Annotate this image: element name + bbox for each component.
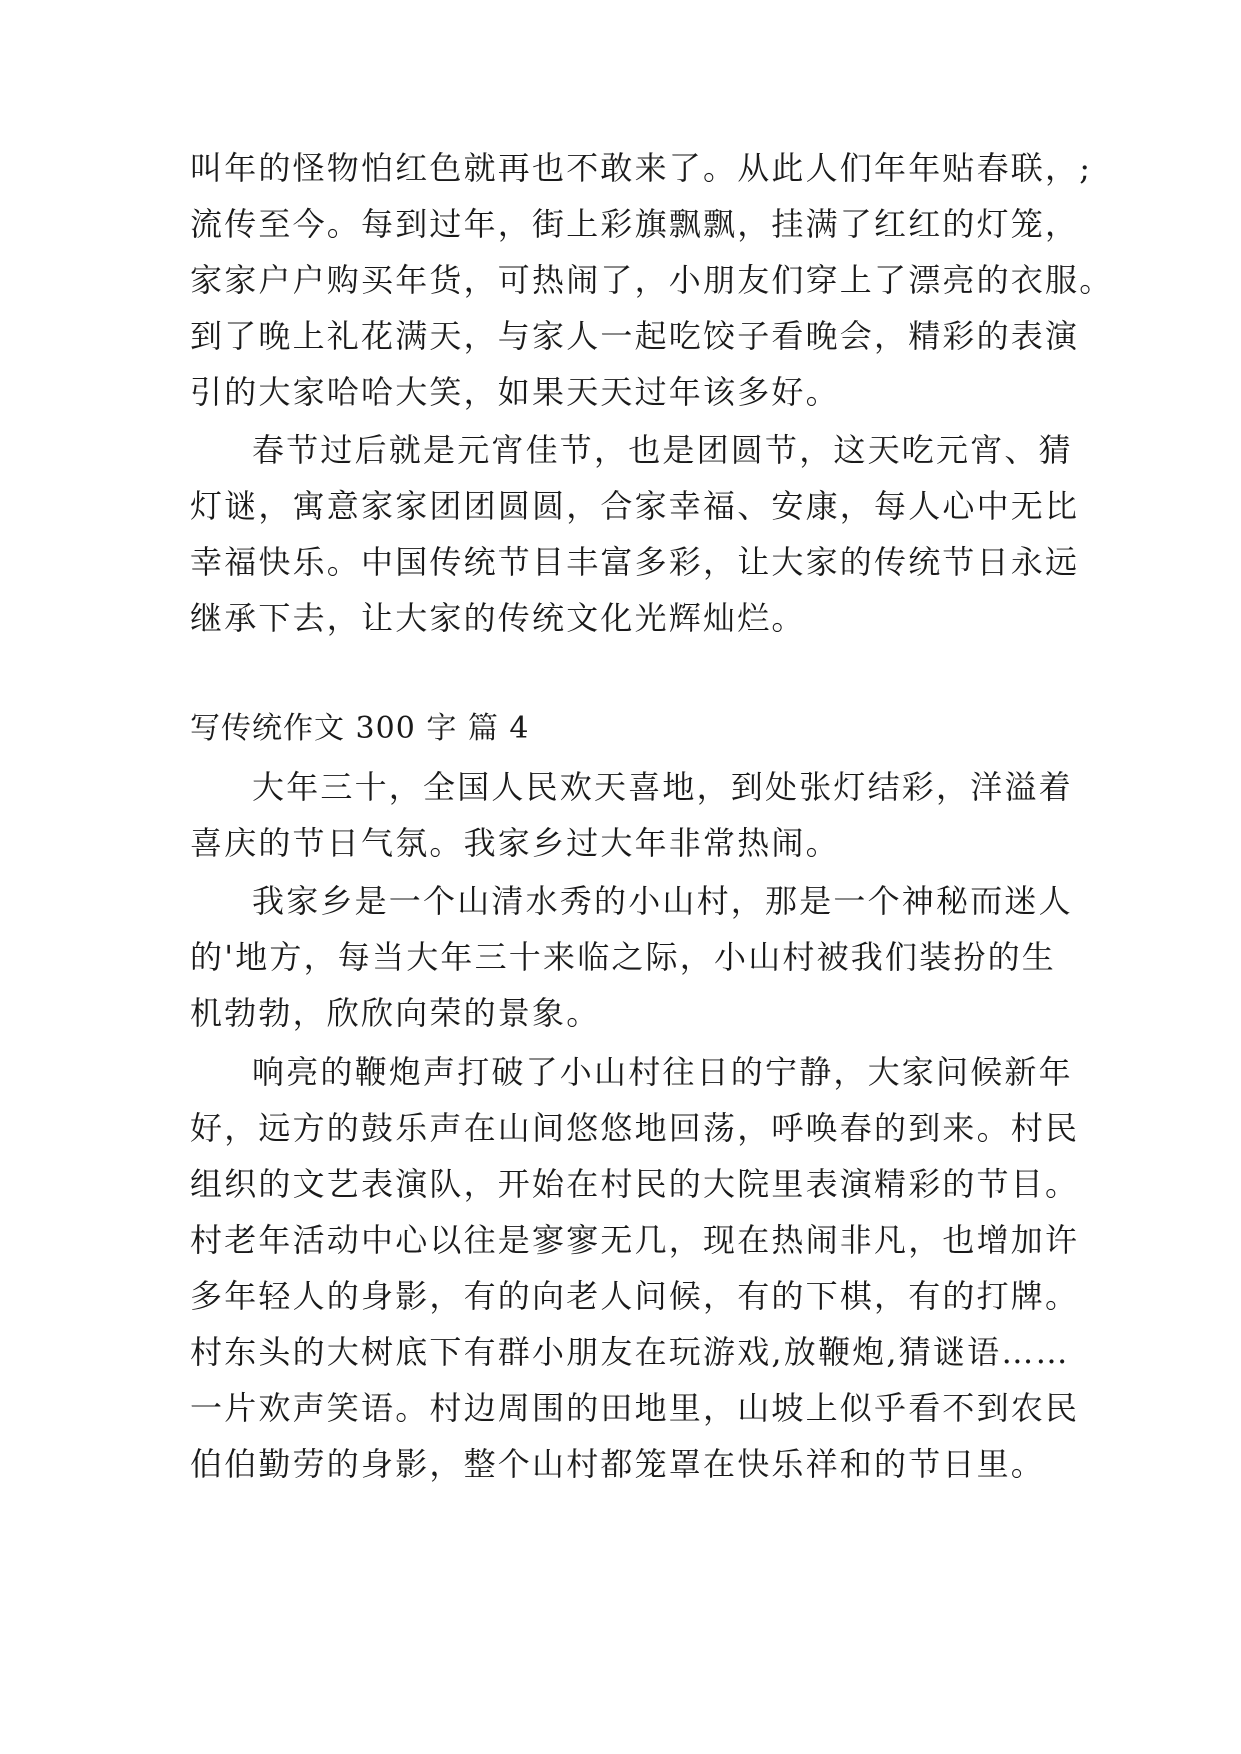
text-line: 的'地方，每当大年三十来临之际，小山村被我们装扮的生: [190, 938, 1056, 976]
text-line: 家家户户购买年货，可热闹了，小朋友们穿上了漂亮的衣服。: [190, 261, 1114, 299]
text-line: 机勃勃，欣欣向荣的景象。: [190, 994, 601, 1032]
text-line: 继承下去，让大家的传统文化光辉灿烂。: [190, 599, 806, 637]
section-heading: 写传统作文 300 字 篇 4: [190, 711, 530, 746]
text-line: 多年轻人的身影，有的向老人问候，有的下棋，有的打牌。: [190, 1277, 1080, 1315]
text-line: 引的大家哈哈大笑，如果天天过年该多好。: [190, 373, 840, 411]
text-line: 响亮的鞭炮声打破了小山村往日的宁静，大家问候新年: [252, 1053, 1073, 1091]
text-line: 村东头的大树底下有群小朋友在玩游戏,放鞭炮,猜谜语……: [190, 1333, 1070, 1371]
text-line: 幸福快乐。中国传统节目丰富多彩，让大家的传统节日永远: [190, 543, 1080, 581]
text-line: 灯谜，寓意家家团团圆圆，合家幸福、安康，每人心中无比: [190, 487, 1080, 525]
text-line: 村老年活动中心以往是寥寥无几，现在热闹非凡，也增加许: [190, 1221, 1080, 1259]
text-line: 喜庆的节日气氛。我家乡过大年非常热闹。: [190, 824, 840, 862]
text-line: 我家乡是一个山清水秀的小山村，那是一个神秘而迷人: [252, 882, 1073, 920]
text-line: 好，远方的鼓乐声在山间悠悠地回荡，呼唤春的到来。村民: [190, 1109, 1080, 1147]
text-line: 流传至今。每到过年，街上彩旗飘飘，挂满了红红的灯笼，: [190, 205, 1080, 243]
text-line: 到了晚上礼花满天，与家人一起吃饺子看晚会，精彩的表演: [190, 317, 1080, 355]
text-line: 春节过后就是元宵佳节，也是团圆节，这天吃元宵、猜: [252, 431, 1073, 469]
text-line: 组织的文艺表演队，开始在村民的大院里表演精彩的节目。: [190, 1165, 1080, 1203]
text-line: 叫年的怪物怕红色就再也不敢来了。从此人们年年贴春联，;: [190, 149, 1093, 187]
text-line: 一片欢声笑语。村边周围的田地里，山坡上似乎看不到农民: [190, 1389, 1080, 1427]
text-line: 伯伯勤劳的身影，整个山村都笼罩在快乐祥和的节日里。: [190, 1445, 1046, 1483]
text-line: 大年三十，全国人民欢天喜地，到处张灯结彩，洋溢着: [252, 768, 1073, 806]
